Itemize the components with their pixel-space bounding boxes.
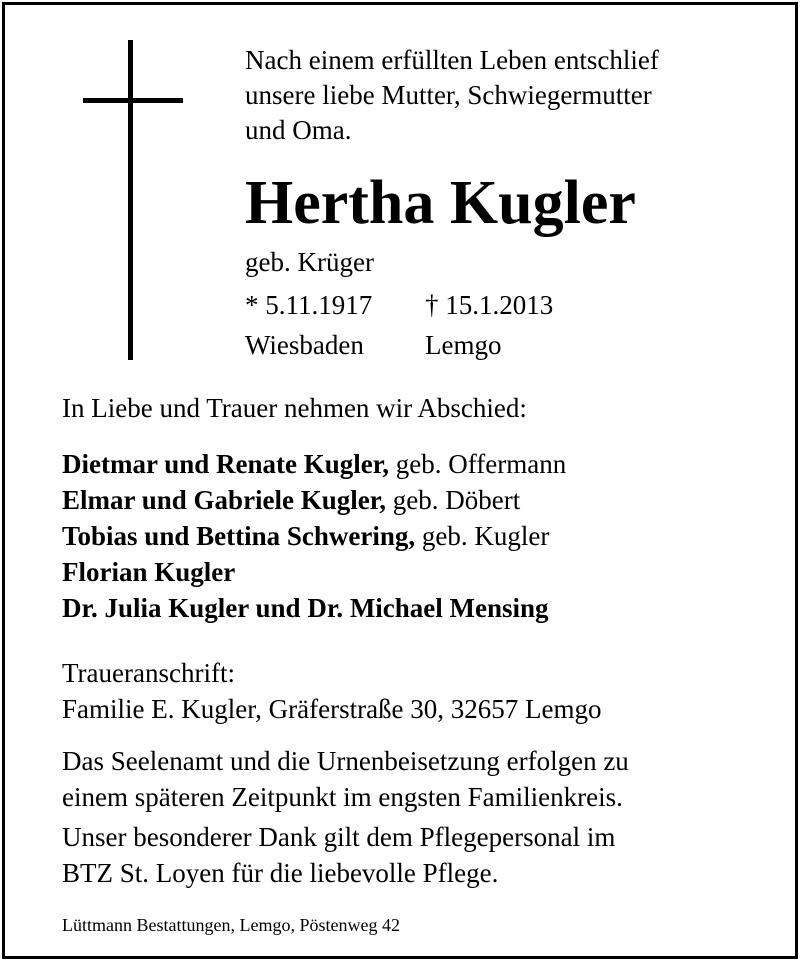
family-row bbox=[62, 590, 566, 626]
intro-text bbox=[245, 43, 755, 148]
family-birth-name: geb. Offermann bbox=[395, 449, 567, 479]
cross-horizontal-bar bbox=[83, 98, 183, 103]
family-row bbox=[62, 518, 566, 554]
address-value: Familie E. Kugler, Gräferstraße 30, 32657 Lemgo bbox=[62, 694, 602, 724]
death-place: Lemgo bbox=[425, 330, 502, 360]
ceremony-line-2: einem späteren Zeitpunkt im engsten Familienkreis. bbox=[62, 782, 623, 812]
address-label: Traueranschrift: bbox=[62, 658, 235, 688]
ceremony-line-1: Das Seelenamt und die Urnenbeisetzung erfolgen zu bbox=[62, 746, 629, 776]
mourning-address bbox=[62, 655, 602, 727]
birth-place: Wiesbaden bbox=[245, 330, 364, 360]
thanks-notice bbox=[62, 819, 615, 891]
intro-line-3: und Oma. bbox=[245, 115, 352, 145]
family-list bbox=[62, 446, 566, 626]
family-names: Florian Kugler bbox=[62, 557, 236, 587]
thanks-line-2: BTZ St. Loyen für die liebevolle Pflege. bbox=[62, 858, 499, 888]
intro-line-1: Nach einem erfüllten Leben entschlief bbox=[245, 45, 659, 75]
cross-vertical-bar bbox=[128, 40, 133, 360]
thanks-line-1: Unser besonderer Dank gilt dem Pflegepersonal im bbox=[62, 822, 616, 852]
family-birth-name: geb. Döbert bbox=[392, 485, 521, 515]
family-names: Dietmar und Renate Kugler, bbox=[62, 449, 389, 479]
family-names: Elmar und Gabriele Kugler, bbox=[62, 485, 387, 515]
farewell-text: In Liebe und Trauer nehmen wir Abschied: bbox=[62, 393, 527, 423]
family-names: Tobias und Bettina Schwering, bbox=[62, 521, 416, 551]
birth-name: geb. Krüger bbox=[245, 247, 374, 277]
intro-line-2: unsere liebe Mutter, Schwiegermutter bbox=[245, 80, 652, 110]
ceremony-notice bbox=[62, 743, 629, 815]
family-names: Dr. Julia Kugler und Dr. Michael Mensing bbox=[62, 593, 549, 623]
deceased-name: Hertha Kugler bbox=[245, 169, 636, 237]
birth-date: * 5.11.1917 bbox=[245, 290, 373, 320]
family-row bbox=[62, 554, 566, 590]
family-row bbox=[62, 446, 566, 482]
family-row bbox=[62, 482, 566, 518]
death-date: † 15.1.2013 bbox=[425, 290, 554, 320]
funeral-home-footer: Lüttmann Bestattungen, Lemgo, Pöstenweg 42 bbox=[62, 915, 400, 935]
family-birth-name: geb. Kugler bbox=[421, 521, 550, 551]
